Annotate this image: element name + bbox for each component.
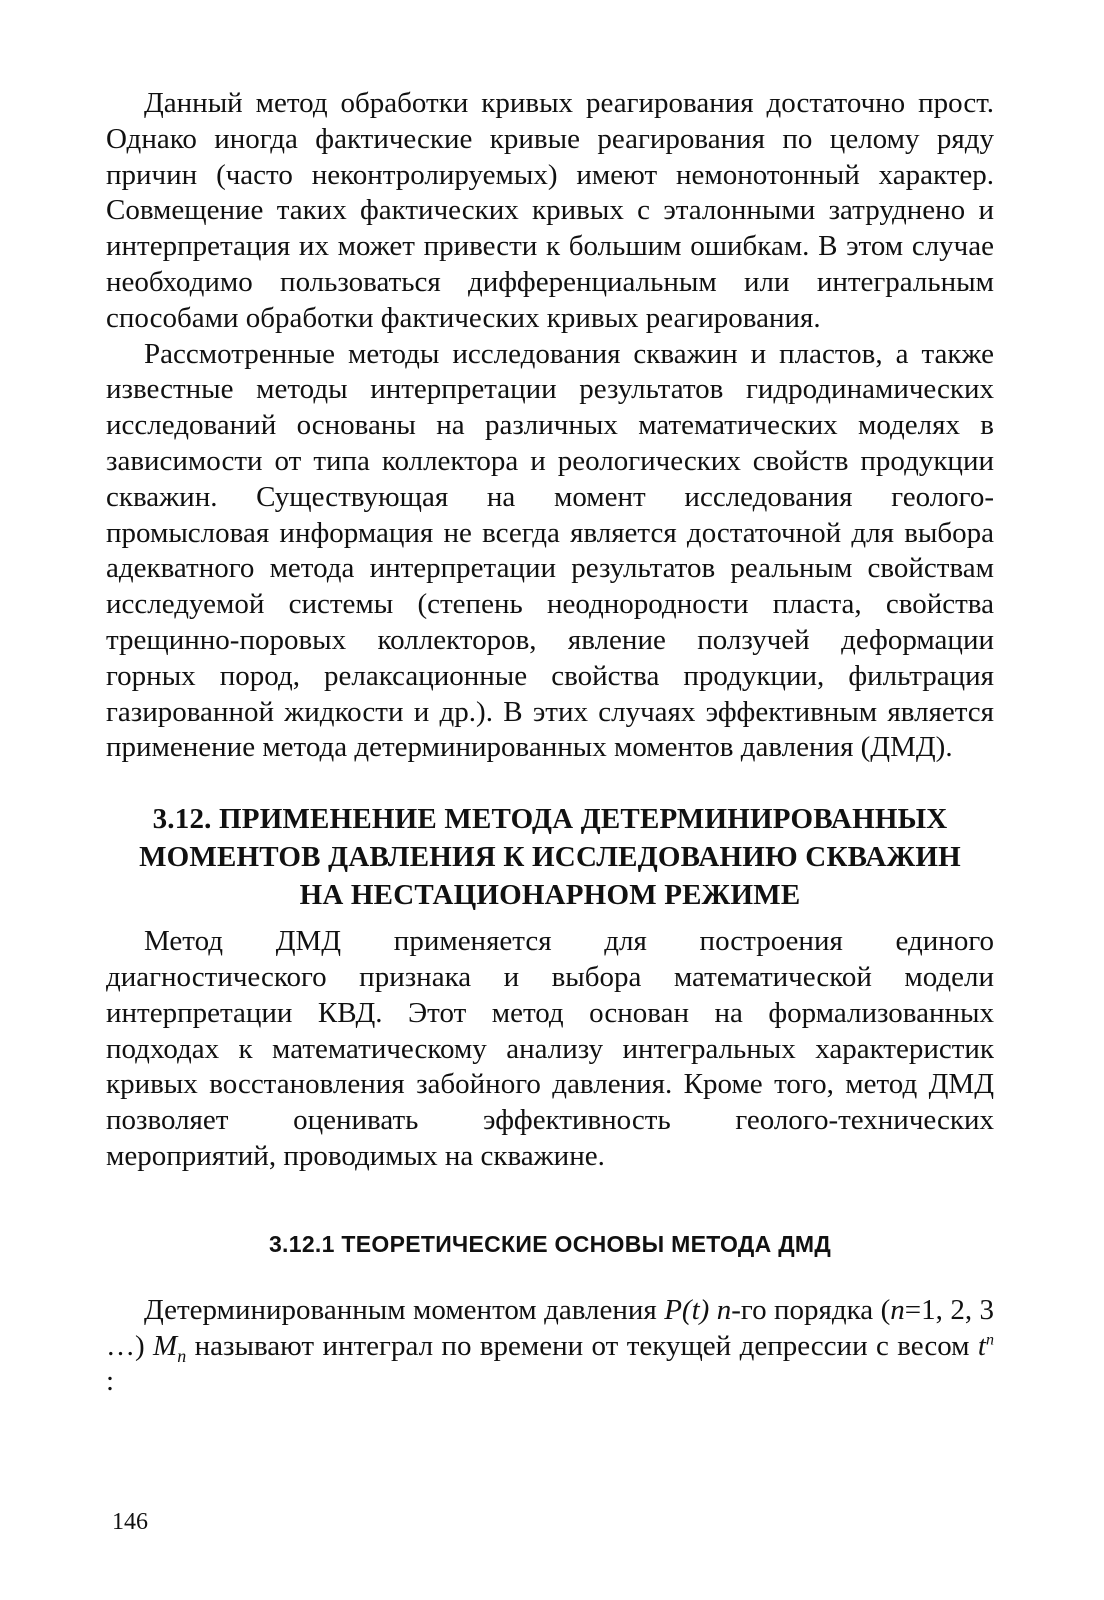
definition-text: называют интеграл по времени от текущей депрессии с весом xyxy=(186,1329,978,1362)
order-variable: n xyxy=(890,1293,905,1326)
page-content xyxy=(106,86,994,1400)
page-number: 146 xyxy=(112,1509,148,1535)
subsection-heading-3-12-1: 3.12.1 ТЕОРЕТИЧЕСКИЕ ОСНОВЫ МЕТОДА ДМД xyxy=(268,1230,832,1257)
definition-text: Детерминированным моментом давления xyxy=(144,1293,665,1326)
paragraph-research-methods: Рассмотренные методы исследования скважин и пластов, а также известные методы интерпретации результатов гидродинамических исследований основаны на различных математических моделях в зависимости от типа коллектора и реологических свойств продукции скважин. Существующая на момент исследования геолого-промысловая информация не всегда является достаточной для выбора адекватного метода интерпретации результатов реальным свойствам исследуемой системы (степень неоднородности пласта, свойства трещинно-поровых коллекторов, явление ползучей деформации горных пород, релаксационные свойства продукции, фильтрация газированной жидкости и др.). В этих случаях эффективным является применение метода детерминированных моментов давления (ДМД). xyxy=(106,337,994,764)
section-heading-line: МОМЕНТОВ ДАВЛЕНИЯ К ИССЛЕДОВАНИЮ СКВАЖИН xyxy=(139,841,961,874)
time-variable: t xyxy=(977,1329,986,1362)
paragraph-dmd-method: Метод ДМД применяется для построения единого диагностического признака и выбора математической модели интерпретации КВД. Этот метод основан на формализованных подходах к математическому анализу интегральных характеристик кривых восстановления забойного давления. Кроме того, метод ДМД позволяет оценивать эффективность геолого-технических мероприятий, проводимых на скважине. xyxy=(106,925,994,1172)
definition-text: : xyxy=(106,1365,115,1398)
time-exponent: n xyxy=(985,1330,994,1348)
section-heading-line: 3.12. ПРИМЕНЕНИЕ МЕТОДА ДЕТЕРМИНИРОВАННЫХ xyxy=(152,803,948,836)
definition-text: =1, 2, 3 …) xyxy=(106,1293,995,1362)
paragraph-definition xyxy=(106,1293,994,1400)
definition-text: -го порядка ( xyxy=(731,1293,891,1326)
section-heading-line: НА НЕСТАЦИОНАРНОМ РЕЖИМЕ xyxy=(299,879,801,912)
definition-text xyxy=(709,1294,716,1326)
moment-symbol: M xyxy=(153,1329,178,1362)
paragraph-curve-processing: Данный метод обработки кривых реагирования достаточно прост. Однако иногда фактические кривые реагирования по целому ряду причин (часто неконтролируемых) имеют немонотонный характер. Совмещение таких фактических кривых с эталонными затруднено и интерпретация их может привести к большим ошибкам. В этом случае необходимо пользоваться дифференциальным или интегральным способами обработки фактических кривых реагирования. xyxy=(106,87,994,334)
order-variable: n xyxy=(716,1293,732,1326)
section-heading-3-12 xyxy=(106,800,994,914)
moment-subscript: n xyxy=(177,1345,187,1366)
pressure-function: P(t) xyxy=(664,1293,710,1326)
